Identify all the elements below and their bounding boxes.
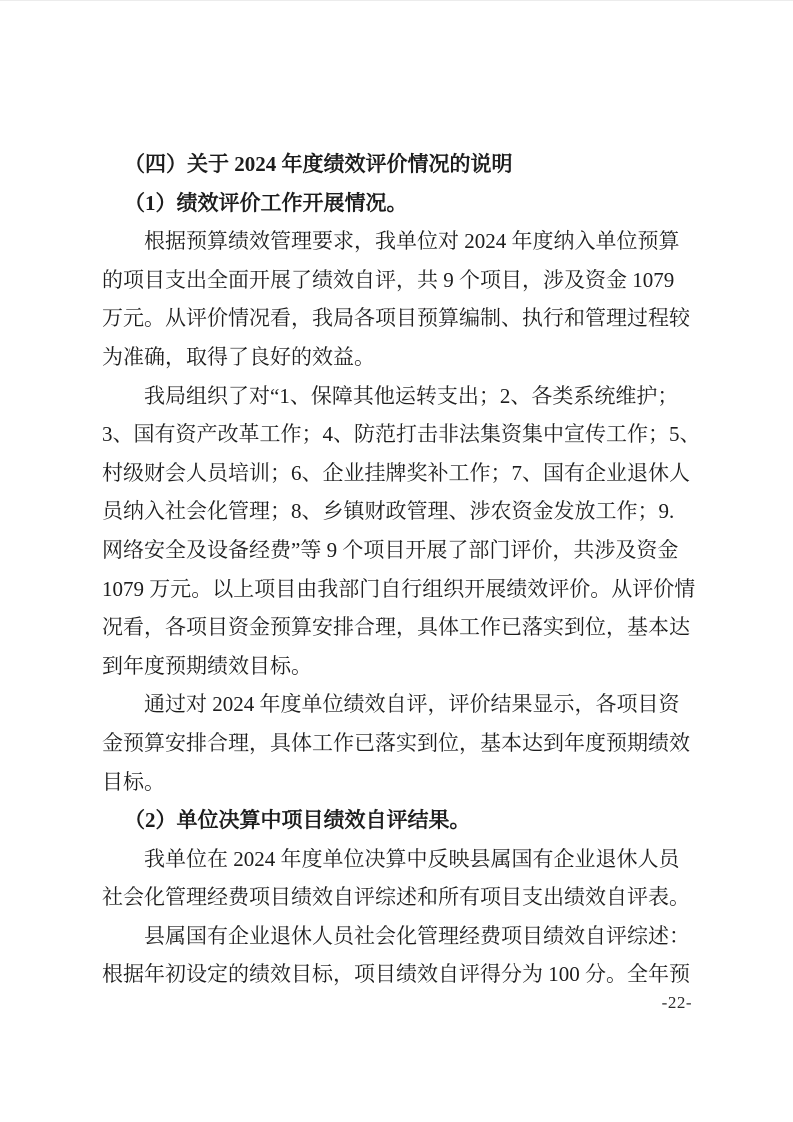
body-line: 万元。从评价情况看，我局各项目预算编制、执行和管理过程较 <box>102 306 690 331</box>
body-line: 目标。 <box>102 769 165 794</box>
body-line: 根据年初设定的绩效目标，项目绩效自评得分为 100 分。全年预 <box>102 962 690 987</box>
body-line: 到年度预期绩效目标。 <box>102 653 312 678</box>
body-line: 通过对 2024 年度单位绩效自评，评价结果显示，各项目资 <box>144 692 680 717</box>
body-line: 1079 万元。以上项目由我部门自行组织开展绩效评价。从评价情 <box>102 576 696 601</box>
body-line: 的项目支出全面开展了绩效自评，共 9 个项目，涉及资金 1079 <box>102 267 675 292</box>
body-line: 3、国有资产改革工作；4、防范打击非法集资集中宣传工作；5、 <box>102 422 701 447</box>
body-line: 员纳入社会化管理；8、乡镇财政管理、涉农资金发放工作；9. <box>102 499 675 524</box>
body-line: 况看，各项目资金预算安排合理，具体工作已落实到位，基本达 <box>102 615 690 640</box>
page-number: -22- <box>661 993 692 1012</box>
section-heading: （四）关于 2024 年度绩效评价情况的说明 <box>124 152 513 176</box>
document-text-block <box>102 145 702 994</box>
body-line: 我局组织了对“1、保障其他运转支出；2、各类系统维护； <box>144 383 679 408</box>
body-line: 我单位在 2024 年度单位决算中反映县属国有企业退休人员 <box>144 846 680 871</box>
body-line: 金预算安排合理，具体工作已落实到位，基本达到年度预期绩效 <box>102 730 690 755</box>
body-line: 县属国有企业退休人员社会化管理经费项目绩效自评综述： <box>144 923 690 948</box>
body-line: 网络安全及设备经费”等 9 个项目开展了部门评价，共涉及资金 <box>102 537 679 562</box>
body-line: 根据预算绩效管理要求，我单位对 2024 年度纳入单位预算 <box>144 229 680 254</box>
body-line: 社会化管理经费项目绩效自评综述和所有项目支出绩效自评表。 <box>102 885 690 910</box>
body-line: 为准确，取得了良好的效益。 <box>102 344 375 369</box>
subsection-heading: （2）单位决算中项目绩效自评结果。 <box>124 808 471 833</box>
subsection-heading: （1）绩效评价工作开展情况。 <box>124 190 408 215</box>
body-line: 村级财会人员培训；6、企业挂牌奖补工作；7、国有企业退休人 <box>102 460 690 485</box>
